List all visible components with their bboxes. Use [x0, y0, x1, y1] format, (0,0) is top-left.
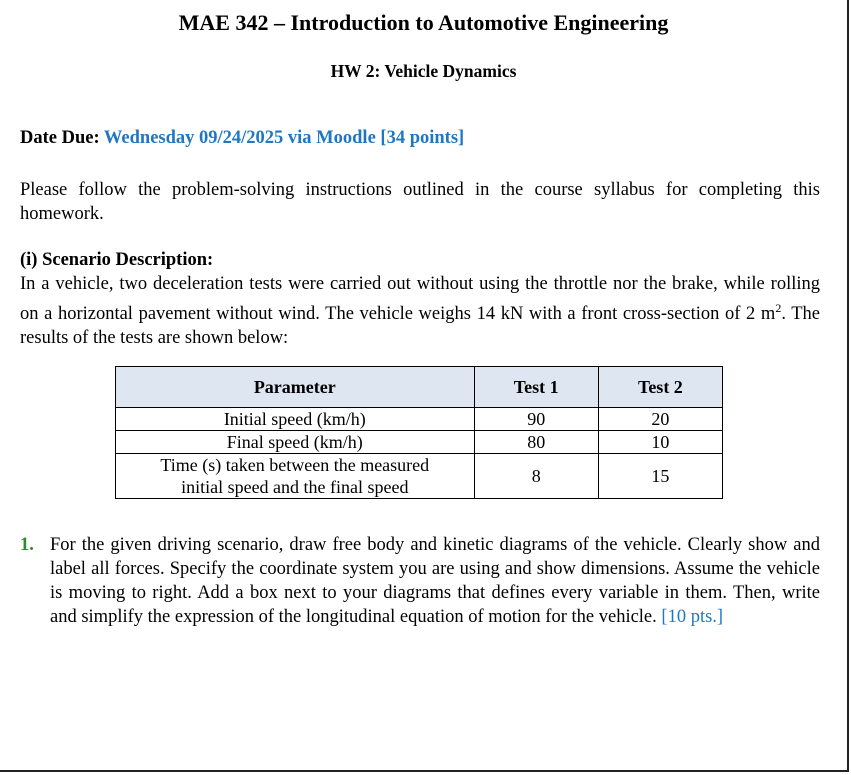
test-results-table — [115, 366, 723, 499]
row-test-1-value: 8 — [474, 454, 598, 499]
area-unit-superscript: 2 — [775, 301, 782, 315]
due-date-label: Date Due: — [20, 128, 104, 148]
scenario-text-end: . The results of the tests are shown below: — [20, 304, 820, 349]
row-parameter — [116, 454, 475, 499]
course-title: MAE 342 – Introduction to Automotive Engineering — [178, 10, 669, 35]
question-text — [50, 533, 820, 629]
table-header-row — [116, 367, 723, 408]
header-test-1: Test 1 — [474, 367, 598, 408]
header-test-2: Test 2 — [598, 367, 722, 408]
row-test-2-value: 20 — [598, 408, 722, 431]
question-1 — [20, 533, 820, 629]
question-number: 1. — [20, 535, 34, 555]
header-parameter: Parameter — [116, 367, 475, 408]
table-row — [116, 454, 723, 499]
row-test-2-value: 15 — [598, 454, 722, 499]
row-parameter: Final speed (km/h) — [116, 431, 475, 454]
row-parameter: Initial speed (km/h) — [116, 408, 475, 431]
due-date-line — [20, 128, 464, 149]
row-parameter-line-1: Time (s) taken between the measured — [160, 455, 430, 475]
table-row — [116, 431, 723, 454]
question-body: For the given driving scenario, draw free body and kinetic diagrams of the vehicle. Clearly show and label all forces. Specify the coordinate system you are using and show dimensions. Assume the vehicle is moving to right. Add a box next to your diagrams that defines every variable in them. Then, write and simplify the expression of the longitudinal equation of motion for the vehicle. — [50, 535, 820, 627]
due-date-value: Wednesday 09/24/2025 via Moodle [34 points] — [103, 128, 465, 148]
row-parameter-line-2: initial speed and the final speed — [181, 477, 409, 497]
row-test-1-value: 90 — [474, 408, 598, 431]
instructions-paragraph: Please follow the problem-solving instructions outlined in the course syllabus for completing this homework. — [20, 180, 820, 224]
scenario-paragraph — [20, 272, 820, 350]
row-test-2-value: 10 — [598, 431, 722, 454]
table-row — [116, 408, 723, 431]
scenario-heading: (i) Scenario Description: — [20, 250, 214, 270]
question-points: [10 pts.] — [661, 607, 724, 627]
homework-title: HW 2: Vehicle Dynamics — [330, 61, 517, 81]
scenario-text-main: In a vehicle, two deceleration tests were carried out without using the throttle nor the brake, while rolling on a horizontal pavement without wind. The vehicle weighs 14 kN with a front cross-section of 2 m — [20, 274, 820, 325]
row-test-1-value: 80 — [474, 431, 598, 454]
